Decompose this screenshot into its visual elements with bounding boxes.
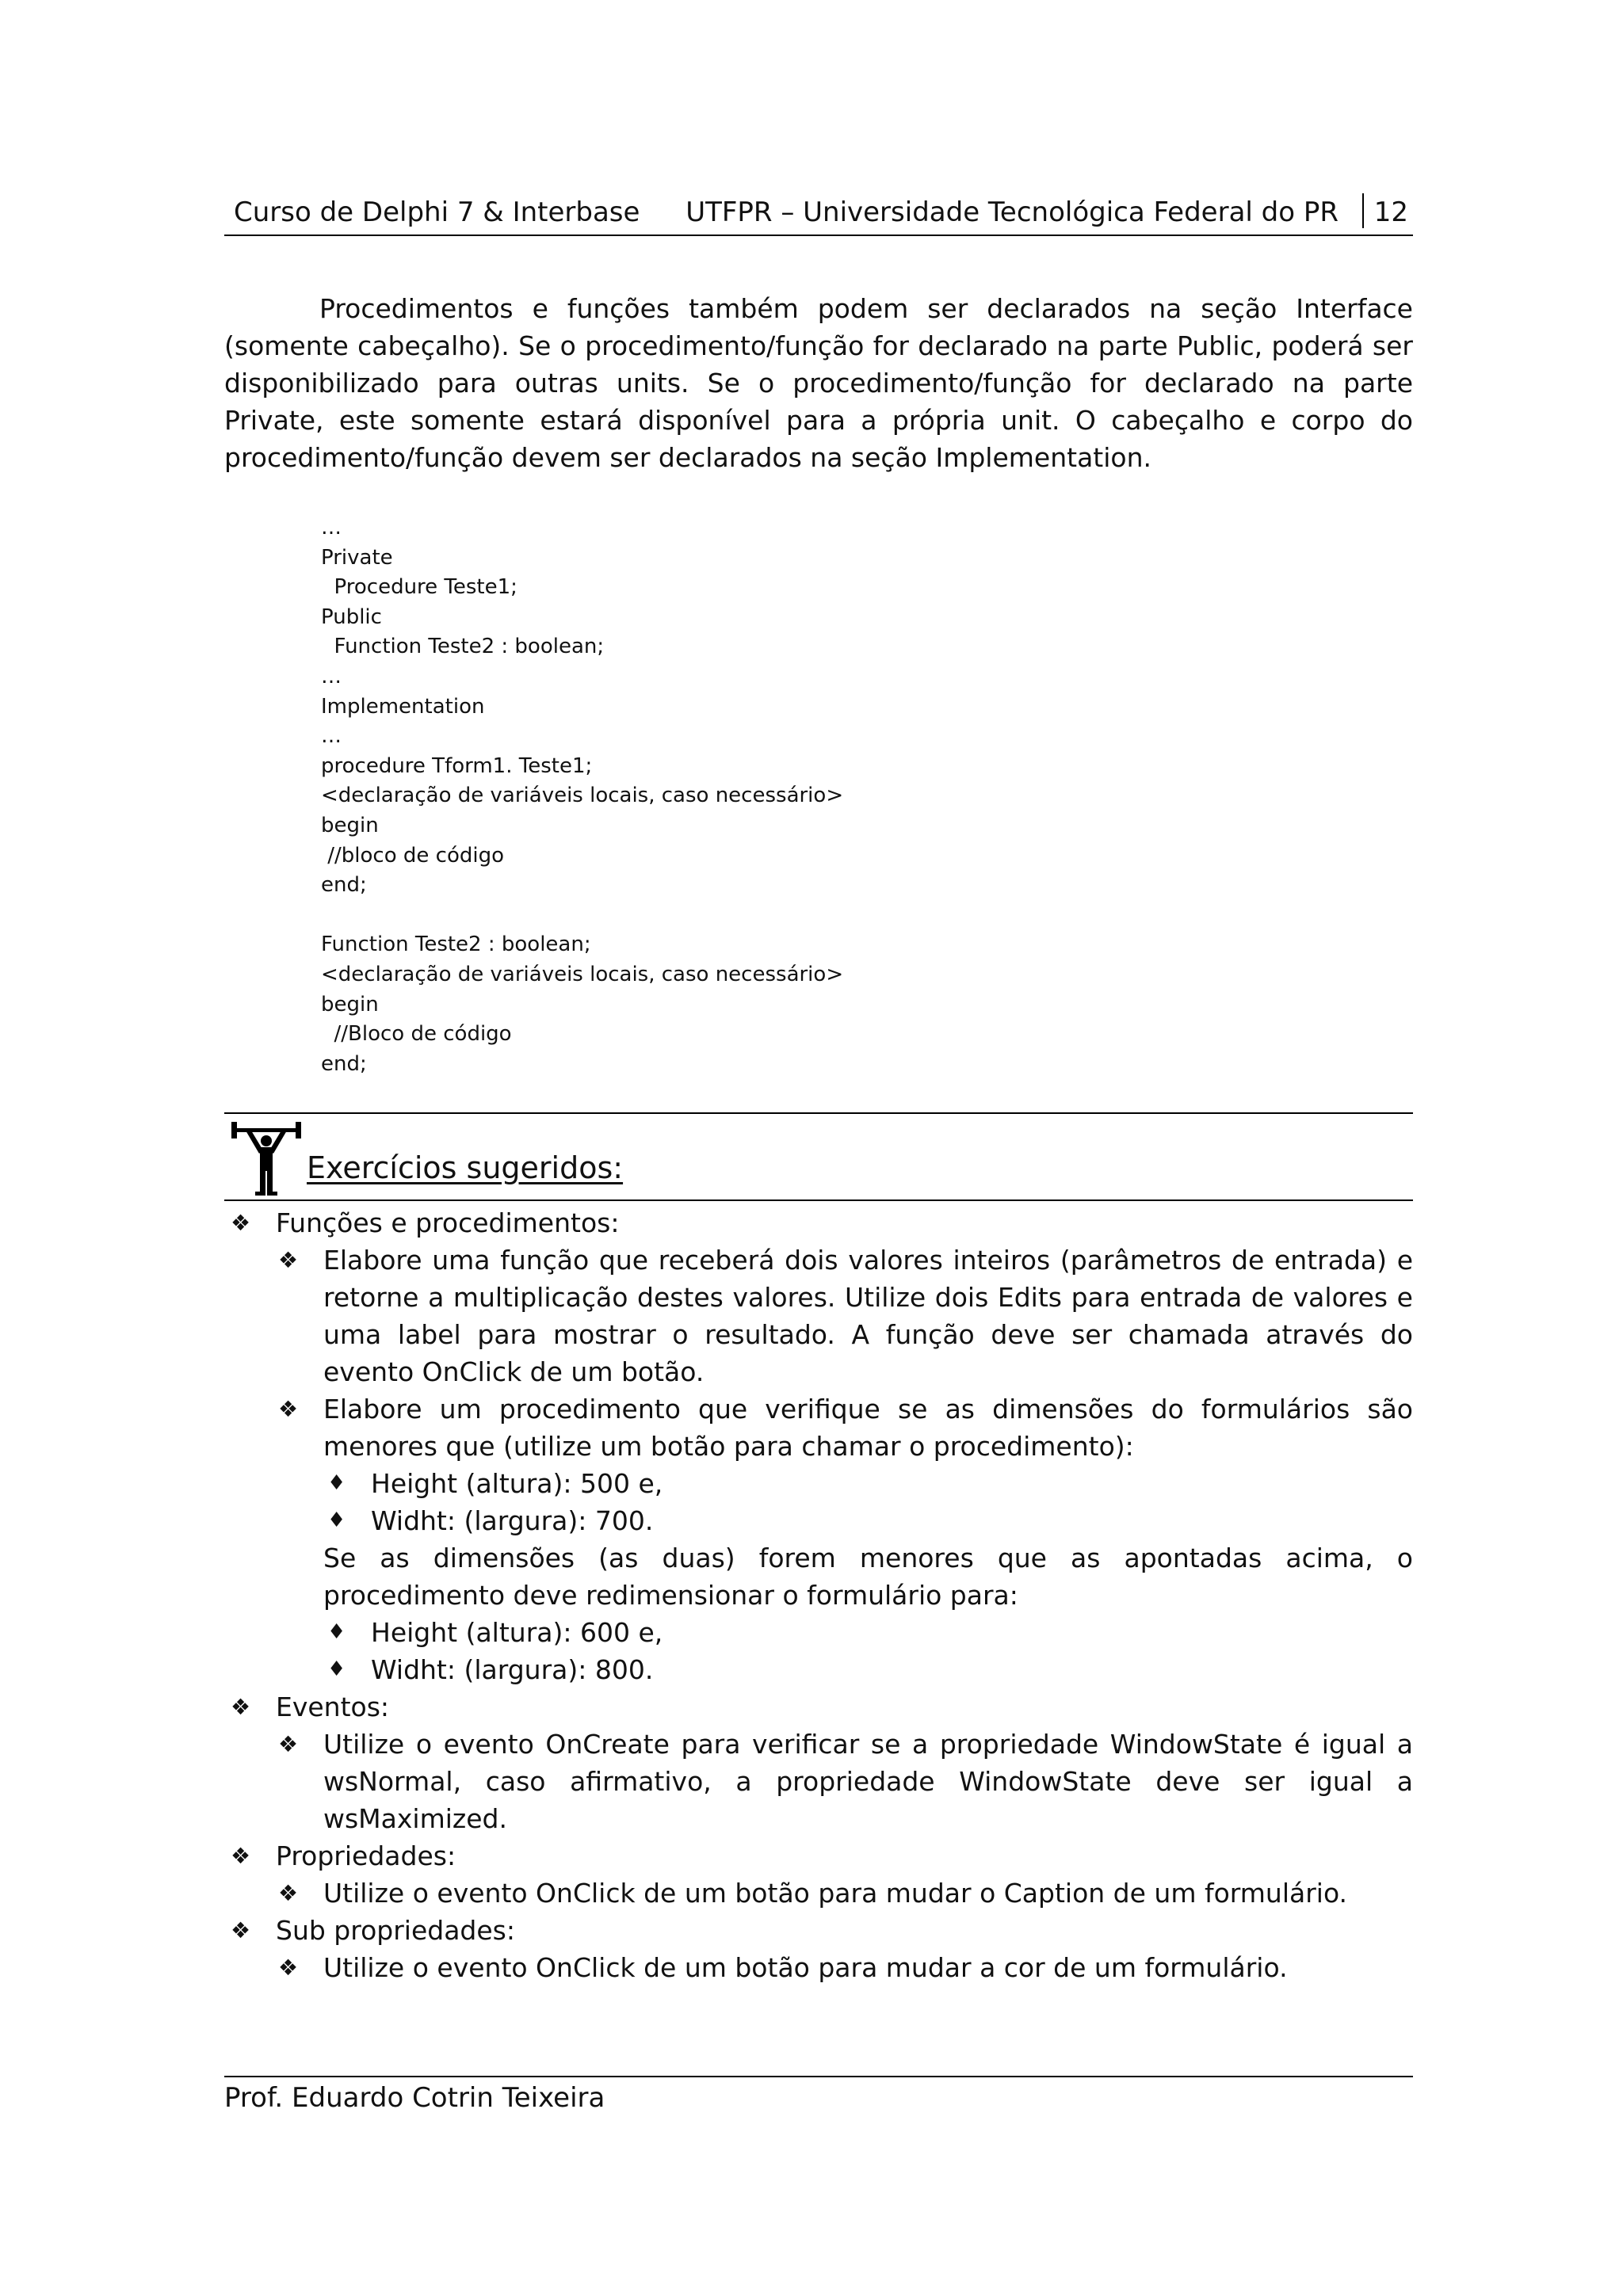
- header-institution: UTFPR – Universidade Tecnológica Federal do PR: [685, 196, 1338, 228]
- diamond-bullet-icon: ❖: [231, 1694, 251, 1720]
- list-item: [224, 1875, 1413, 1912]
- code-line: Function Teste2 : boolean;: [321, 635, 605, 659]
- code-line: Public: [321, 605, 382, 629]
- diamond-bullet-icon: ❖: [231, 1917, 251, 1943]
- page-footer-author: Prof. Eduardo Cotrin Teixeira: [224, 2082, 605, 2114]
- code-line: begin: [321, 992, 379, 1016]
- exercises-rule-bottom: [224, 1199, 1413, 1201]
- section-label: Propriedades:: [276, 1840, 456, 1871]
- list-item: [224, 1465, 1413, 1502]
- exercises-list: [224, 1204, 1413, 1986]
- sub-item-text: Widht: (largura): 800.: [371, 1654, 654, 1685]
- code-line: <declaração de variáveis locais, caso necessário>: [321, 784, 844, 808]
- diamond-bullet-icon: ❖: [278, 1731, 299, 1757]
- list-item: [224, 1726, 1413, 1837]
- weightlifter-icon: [230, 1117, 303, 1196]
- sub-item-text: Height (altura): 500 e,: [371, 1468, 663, 1499]
- list-item: [224, 1651, 1413, 1688]
- code-line: …: [321, 516, 342, 540]
- code-line: end;: [321, 1051, 367, 1076]
- exercise-text: Utilize o evento OnClick de um botão para mudar o Caption de um formulário.: [323, 1878, 1348, 1909]
- list-item: [224, 1614, 1413, 1651]
- list-item: [224, 1241, 1413, 1390]
- code-line: begin: [321, 813, 379, 837]
- code-line: …: [321, 664, 342, 688]
- section-label: Sub propriedades:: [276, 1915, 515, 1946]
- list-item: [224, 1390, 1413, 1465]
- code-line: end;: [321, 873, 367, 898]
- sub-item-text: Height (altura): 600 e,: [371, 1617, 663, 1648]
- small-diamond-bullet-icon: ♦: [327, 1471, 346, 1495]
- section-label: Eventos:: [276, 1691, 390, 1722]
- diamond-bullet-icon: ❖: [278, 1880, 299, 1906]
- list-item: [224, 1949, 1413, 1986]
- section-label: Funções e procedimentos:: [276, 1207, 620, 1238]
- code-line: Private: [321, 545, 393, 570]
- small-diamond-bullet-icon: ♦: [327, 1508, 346, 1532]
- list-item: [224, 1502, 1413, 1539]
- header-separator: [1362, 193, 1364, 228]
- code-line: procedure Tform1. Teste1;: [321, 753, 593, 778]
- list-item: [224, 1837, 1413, 1875]
- small-diamond-bullet-icon: ♦: [327, 1657, 346, 1681]
- list-item: [224, 1204, 1413, 1241]
- intro-paragraph: [224, 290, 1413, 476]
- page-number: 12: [1373, 196, 1408, 228]
- diamond-bullet-icon: ❖: [231, 1843, 251, 1869]
- code-line: [321, 901, 1034, 931]
- code-listing: [321, 513, 1034, 1079]
- intro-paragraph-text: Procedimentos e funções também podem ser declarados na seção Interface (somente cabeçalho). Se o procedimento/função for declarado na parte Public, poderá ser disponibilizado para outras units. Se o procedimento/função for declarado na parte Private, este somente estará disponível para a própria unit. O cabeçalho e corpo do procedimento/função devem ser declarados na seção Implementation.: [224, 293, 1413, 473]
- diamond-bullet-icon: ❖: [278, 1247, 299, 1273]
- header-course-title: Curso de Delphi 7 & Interbase: [234, 196, 640, 228]
- exercise-text: Utilize o evento OnCreate para verificar se a propriedade WindowState é igual a wsNormal, caso afirmativo, a propriedade WindowState deve ser igual a wsMaximized.: [323, 1729, 1413, 1834]
- code-line: …: [321, 724, 342, 749]
- footer-rule: [224, 2076, 1413, 2077]
- exercise-text: Elabore um procedimento que verifique se as dimensões do formulários são menores que (utilize um botão para chamar o procedimento):: [323, 1394, 1413, 1462]
- exercise-note: Se as dimensões (as duas) forem menores que as apontadas acima, o procedimento deve redimensionar o formulário para:: [323, 1543, 1413, 1611]
- list-item: [224, 1688, 1413, 1726]
- diamond-bullet-icon: ❖: [231, 1210, 251, 1236]
- code-line: //Bloco de código: [321, 1022, 512, 1047]
- page-header: [224, 193, 1413, 236]
- code-line: Procedure Teste1;: [321, 575, 517, 600]
- code-line: //bloco de código: [321, 843, 504, 868]
- code-line: <declaração de variáveis locais, caso necessário>: [321, 962, 844, 986]
- exercises-rule-top: [224, 1112, 1413, 1114]
- code-line: Function Teste2 : boolean;: [321, 933, 591, 957]
- diamond-bullet-icon: ❖: [278, 1955, 299, 1981]
- exercises-title: Exercícios sugeridos:: [307, 1150, 624, 1185]
- sub-item-text: Widht: (largura): 700.: [371, 1505, 654, 1536]
- small-diamond-bullet-icon: ♦: [327, 1620, 346, 1644]
- exercise-text: Utilize o evento OnClick de um botão para mudar a cor de um formulário.: [323, 1952, 1288, 1983]
- exercise-text: Elabore uma função que receberá dois valores inteiros (parâmetros de entrada) e retorne a multiplicação destes valores. Utilize dois Edits para entrada de valores e uma label para mostrar o resultado. A função deve ser chamada através do evento OnClick de um botão.: [323, 1245, 1413, 1387]
- list-item: [224, 1912, 1413, 1949]
- code-line: Implementation: [321, 694, 485, 719]
- diamond-bullet-icon: ❖: [278, 1396, 299, 1422]
